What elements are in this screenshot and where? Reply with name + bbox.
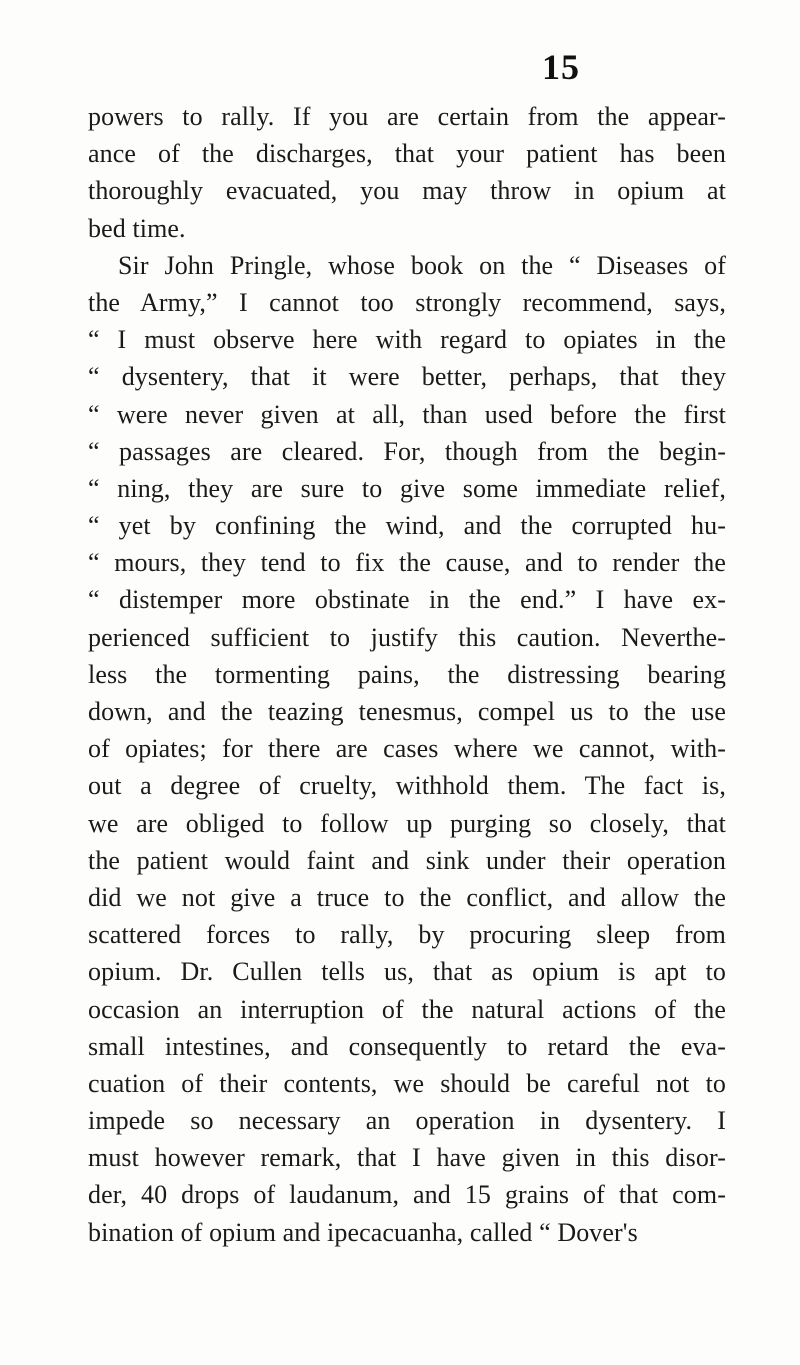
text-line: thoroughly evacuated, you may throw in opium at — [88, 176, 726, 206]
page-number: 15 — [542, 47, 580, 87]
text-line: “ distemper more obstinate in the end.” I have ex- — [88, 585, 726, 615]
text-line: the patient would faint and sink under their operation — [88, 845, 726, 875]
paragraph-start-line: Sir John Pringle, whose book on the “ Diseases of — [118, 250, 726, 280]
text-line: did we not give a truce to the conflict, and allow the — [88, 882, 726, 912]
text-line: must however remark, that I have given in this disor- — [88, 1143, 726, 1173]
text-line: small intestines, and consequently to retard the eva- — [88, 1031, 726, 1061]
text-line: “ passages are cleared. For, though from the begin- — [88, 436, 726, 466]
text-line: less the tormenting pains, the distressing bearing — [88, 659, 726, 689]
text-line: the Army,” I cannot too strongly recommend, says, — [88, 287, 726, 317]
text-line: ance of the discharges, that your patient has been — [88, 139, 726, 169]
text-line: “ were never given at all, than used before the first — [88, 399, 726, 429]
text-line: opium. Dr. Cullen tells us, that as opium is apt to — [88, 957, 726, 987]
text-line: “ I must observe here with regard to opiates in the — [88, 325, 726, 355]
text-line: out a degree of cruelty, withhold them. The fact is, — [88, 771, 726, 801]
text-line: down, and the teazing tenesmus, compel us to the use — [88, 697, 726, 726]
text-line: scattered forces to rally, by procuring sleep from — [88, 920, 726, 950]
text-line: occasion an interruption of the natural actions of the — [88, 994, 726, 1024]
body-text — [88, 98, 726, 1251]
text-line: impede so necessary an operation in dysentery. I — [88, 1106, 726, 1136]
text-line: “ yet by confining the wind, and the corrupted hu- — [88, 511, 726, 541]
text-line: of opiates; for there are cases where we cannot, with- — [88, 734, 726, 764]
text-line: “ ning, they are sure to give some immediate relief, — [88, 473, 726, 503]
text-line: powers to rally. If you are certain from the appear- — [88, 102, 726, 131]
text-line: we are obliged to follow up purging so closely, that — [88, 808, 726, 838]
text-line: “ mours, they tend to fix the cause, and to render the — [88, 548, 726, 578]
text-line: bination of opium and ipecacuanha, called “ Dover's — [88, 1217, 638, 1247]
text-line: bed time. — [88, 213, 186, 243]
text-line: cuation of their contents, we should be careful not to — [88, 1068, 726, 1098]
text-line: perienced sufficient to justify this caution. Neverthe- — [88, 622, 726, 652]
text-line: der, 40 drops of laudanum, and 15 grains of that com- — [88, 1180, 726, 1210]
text-line: “ dysentery, that it were better, perhaps, that they — [88, 362, 726, 392]
